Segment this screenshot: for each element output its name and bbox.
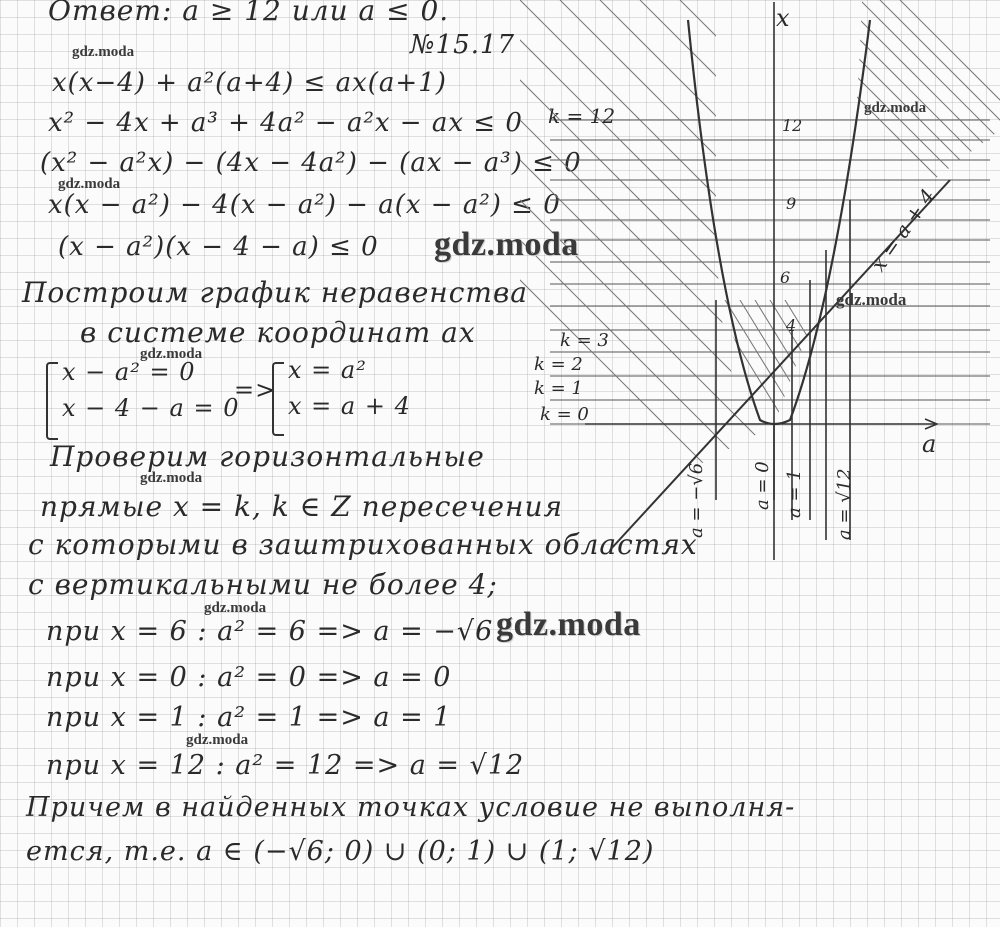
watermark-small-7: gdz.moda [864,100,927,116]
vline-label-1: a = 1 [784,469,805,518]
k12-label: k = 12 [548,104,616,128]
implies-arrow: => [234,376,277,404]
plot-sentence-1: Построим график неравенства [22,276,528,309]
problem-number: №15.17 [410,30,516,60]
tick-4: 4 [786,316,797,335]
tick-12: 12 [782,116,803,135]
conclusion-line-2: ется, т.е. a ∈ (−√6; 0) ∪ (0; 1) ∪ (1; √12) [26,836,655,867]
system-right-eq-1: x = a² [288,356,367,384]
case-x-1: при x = 1 : a² = 1 => a = 1 [46,702,452,733]
derivation-line-1: x(x−4) + a²(a+4) ≤ ax(a+1) [52,68,447,98]
watermark-small-3: gdz.moda [140,346,203,362]
watermark-big-2: gdz.moda [496,606,641,643]
tick-9: 9 [786,194,797,213]
watermark-small-8: gdz.moda [836,290,907,309]
k1-label: k = 1 [534,378,583,399]
system-right-eq-2: x = a + 4 [288,392,411,420]
system-left-eq-2: x − 4 − a = 0 [62,394,240,422]
case-x-6: при x = 6 : a² = 6 => a = −√6 [46,616,494,647]
watermark-small-2: gdz.moda [58,176,121,192]
vline-label-0: a = 0 [752,461,773,510]
watermark-small-5: gdz.moda [204,600,267,616]
watermark-small-4: gdz.moda [140,470,203,486]
k0-label: k = 0 [540,404,589,425]
derivation-line-2: x² − 4x + a³ + 4a² − a²x − ax ≤ 0 [48,108,523,138]
vline-label-sqrt12: a = √12 [834,468,855,540]
horizontal-k-lines [550,120,990,424]
derivation-line-5: (x − a²)(x − 4 − a) ≤ 0 [58,232,379,262]
derivation-line-3: (x² − a²x) − (4x − 4a²) − (ax − a³) ≤ 0 [40,148,582,178]
k3-label: k = 3 [560,330,609,351]
system-bracket-left [46,362,58,440]
check-text-3: с которыми в заштрихованных областях [28,528,698,561]
watermark-small-1: gdz.moda [72,44,135,60]
check-text-1: Проверим горизонтальные [50,440,485,473]
plot-sentence-2: в системе координат ax [80,316,476,349]
answer-line: Ответ: a ≥ 12 или a ≤ 0. [48,0,450,27]
tick-6: 6 [780,268,791,287]
check-text-2: прямые x = k, k ∈ Z пересечения [40,490,564,523]
vline-label-minus-sqrt6: a = −√6 [686,462,707,538]
case-x-12: при x = 12 : a² = 12 => a = √12 [46,750,525,781]
check-text-4: с вертикальными не более 4; [28,568,498,601]
watermark-big-1: gdz.moda [434,226,579,263]
system-bracket-right [272,362,284,436]
k2-label: k = 2 [534,354,583,375]
conclusion-line-1: Причем в найденных точках условие не выполня- [26,792,796,823]
watermark-small-6: gdz.moda [186,732,249,748]
system-left-eq-1: x − a² = 0 [62,358,196,386]
axis-a-label: a [922,430,937,458]
derivation-line-4: x(x − a²) − 4(x − a²) − a(x − a²) ≤ 0 [48,190,561,220]
line-label-a-plus-4: x = a + 4 [866,184,941,276]
case-x-0: при x = 0 : a² = 0 => a = 0 [46,662,452,693]
axis-x-label: x [776,4,790,32]
